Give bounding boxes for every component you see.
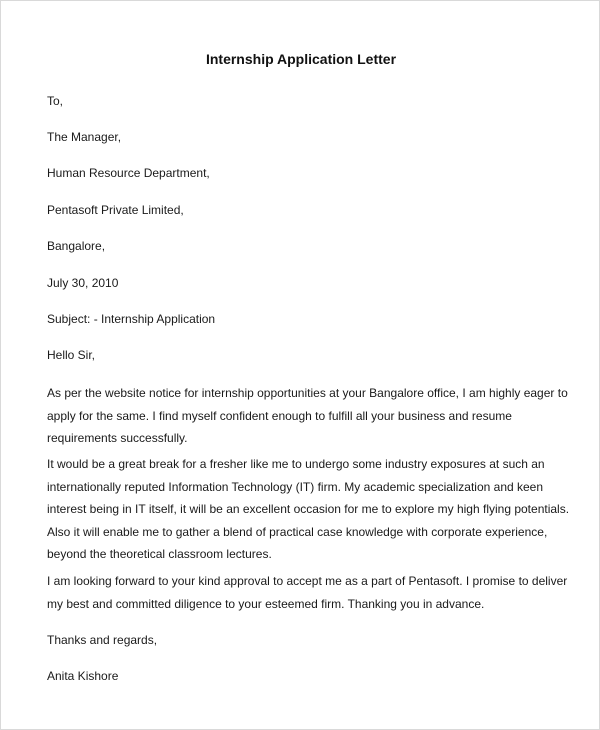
- paragraph-line: my best and committed diligence to your esteemed firm. Thanking you in advance.: [47, 596, 485, 611]
- signature-name: Anita Kishore: [47, 669, 119, 683]
- paragraph-line: beyond the theoretical classroom lectures.: [47, 547, 272, 561]
- body-paragraph-3: [47, 570, 577, 615]
- salutation-to: To,: [47, 94, 64, 108]
- body-paragraph-1: [47, 382, 577, 450]
- recipient-company: Pentasoft Private Limited,: [47, 203, 184, 217]
- paragraph-line: As per the website notice for internship opportunities at your Bangalore office, I am highly eager to: [47, 386, 568, 400]
- paragraph-line: interest being in IT itself, it will be an excellent occasion for me to explore my high flying potentials.: [47, 502, 570, 516]
- recipient-title: The Manager,: [47, 130, 122, 144]
- letter-date: July 30, 2010: [47, 276, 119, 290]
- paragraph-line: It would be a great break for a fresher like me to undergo some industry exposures at such an: [47, 457, 545, 471]
- paragraph-line: I am looking forward to your kind approval to accept me as a part of Pentasoft. I promise to deliver: [47, 574, 568, 588]
- paragraph-line: requirements successfully.: [47, 431, 188, 445]
- paragraph-line: internationally reputed Information Technology (IT) firm. My academic specialization and keen: [47, 479, 544, 494]
- paragraph-line: apply for the same. I find myself confident enough to fulfill all your business and resume: [47, 408, 512, 423]
- letter-closing: Thanks and regards,: [47, 633, 158, 647]
- letter-greeting: Hello Sir,: [47, 348, 96, 362]
- paragraph-line: Also it will enable me to gather a blend of practical case knowledge with corporate experience,: [47, 524, 548, 539]
- body-paragraph-2: [47, 453, 577, 566]
- recipient-city: Bangalore,: [47, 239, 106, 253]
- letter-title: Internship Application Letter: [205, 51, 397, 67]
- letter-subject: Subject: - Internship Application: [47, 312, 216, 326]
- recipient-department: Human Resource Department,: [47, 166, 210, 180]
